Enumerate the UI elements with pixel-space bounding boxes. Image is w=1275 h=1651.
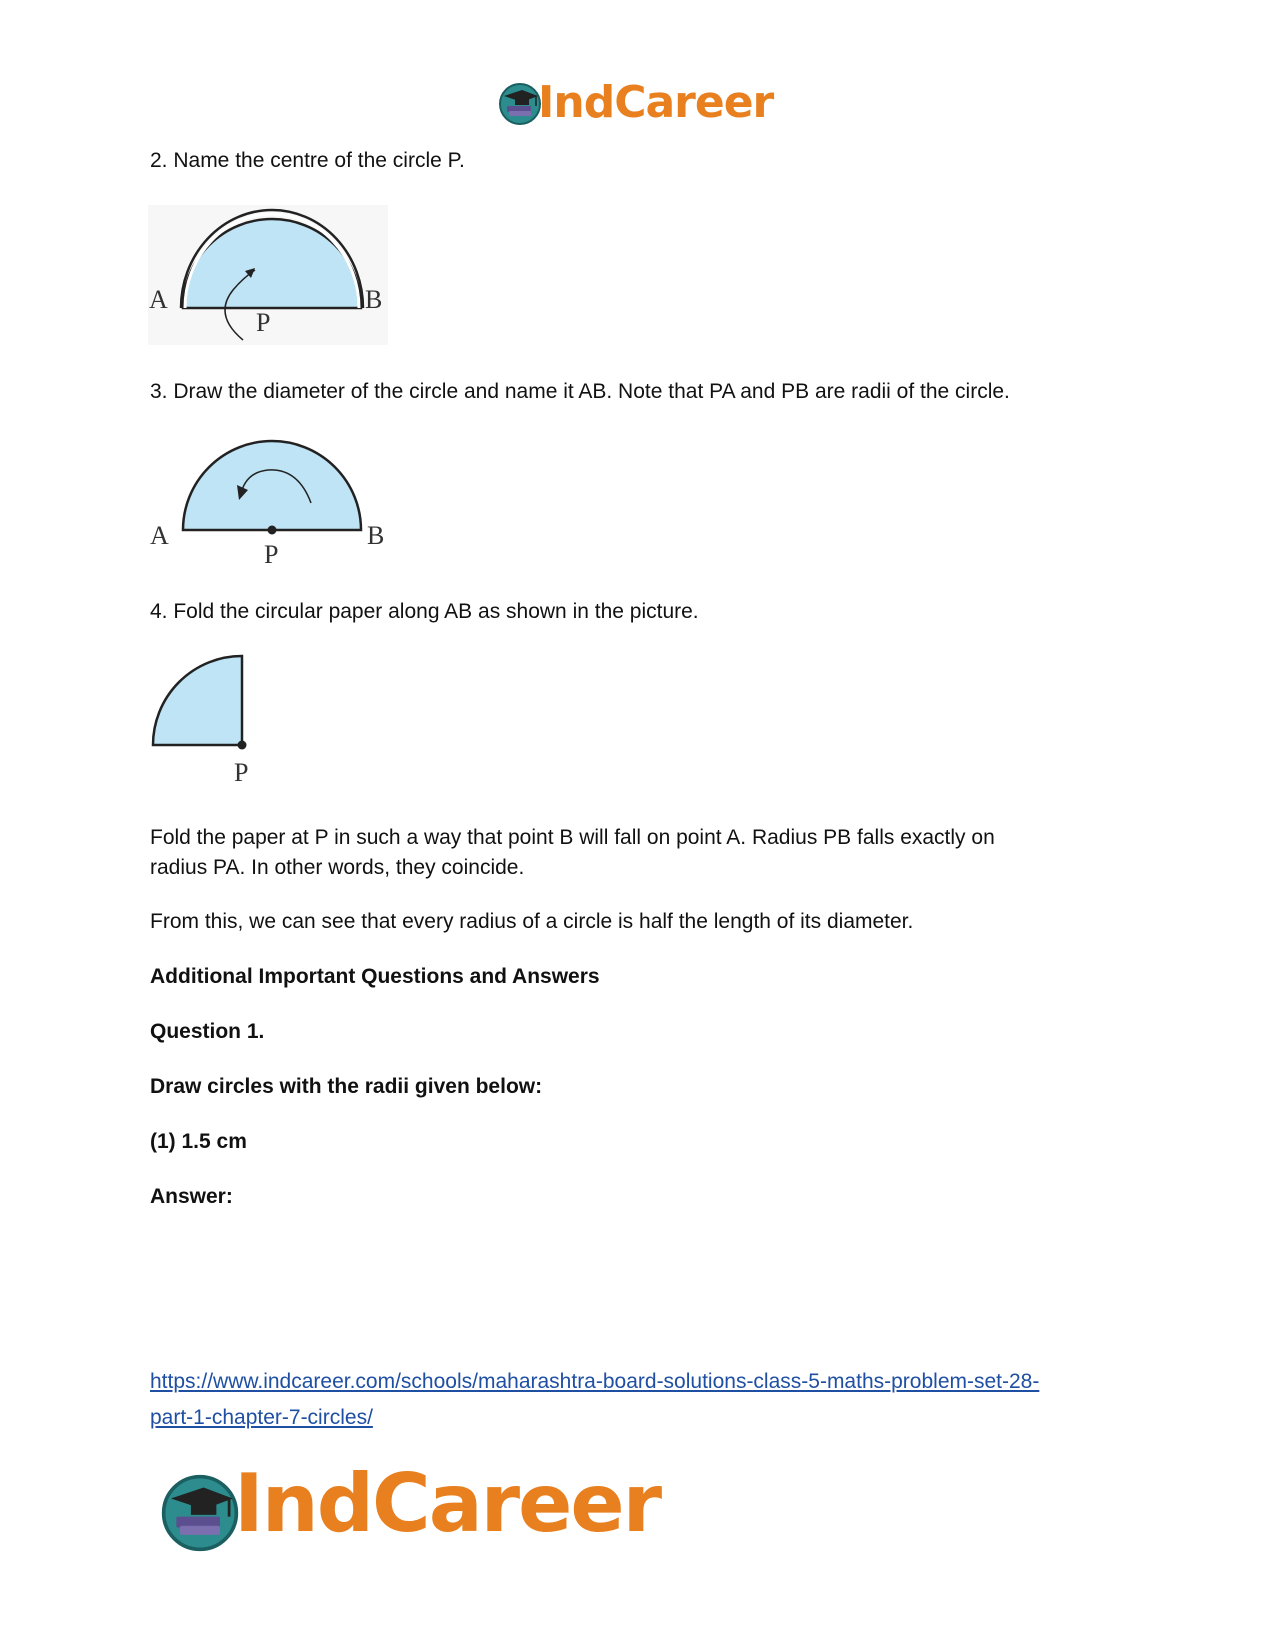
semicircle-fold-figure [148, 205, 388, 345]
brand-name: IndCareer [234, 1457, 661, 1550]
fold-instruction-line-1: Fold the paper at P in such a way that point B will fall on point A. Radius PB falls exactly on [150, 826, 995, 849]
question-label: Question 1. [150, 1020, 265, 1043]
step-2-text: 2. Name the centre of the circle P. [150, 149, 465, 172]
conclusion-text: From this, we can see that every radius of a circle is half the length of its diameter. [150, 910, 914, 933]
section-heading: Additional Important Questions and Answers [150, 965, 600, 988]
source-url-link-line-2[interactable]: part-1-chapter-7-circles/ [150, 1406, 373, 1429]
graduation-cap-globe-icon [160, 1473, 240, 1553]
point-a-label: A [150, 521, 169, 550]
fold-instruction-line-2: radius PA. In other words, they coincide. [150, 856, 525, 879]
source-url-link-line-1[interactable]: https://www.indcareer.com/schools/maharashtra-board-solutions-class-5-maths-problem-set-28- [150, 1370, 1040, 1393]
step-4-text: 4. Fold the circular paper along AB as shown in the picture. [150, 600, 699, 623]
point-b-label: B [365, 285, 383, 314]
question-part-1: (1) 1.5 cm [150, 1130, 247, 1153]
point-p-label: P [256, 308, 271, 337]
answer-label: Answer: [150, 1185, 233, 1208]
step-3-text: 3. Draw the diameter of the circle and name it AB. Note that PA and PB are radii of the circle. [150, 380, 1010, 403]
footer-logo [160, 1457, 700, 1555]
semicircle-diameter-figure [148, 430, 388, 570]
question-text: Draw circles with the radii given below: [150, 1075, 543, 1098]
point-p-label: P [264, 540, 279, 569]
header-logo [498, 77, 774, 130]
graduation-cap-globe-icon [498, 82, 542, 126]
quarter-circle-figure [148, 650, 268, 790]
point-a-label: A [149, 285, 168, 314]
point-b-label: B [367, 521, 385, 550]
brand-name: IndCareer [538, 77, 774, 128]
point-p-label: P [234, 758, 249, 787]
